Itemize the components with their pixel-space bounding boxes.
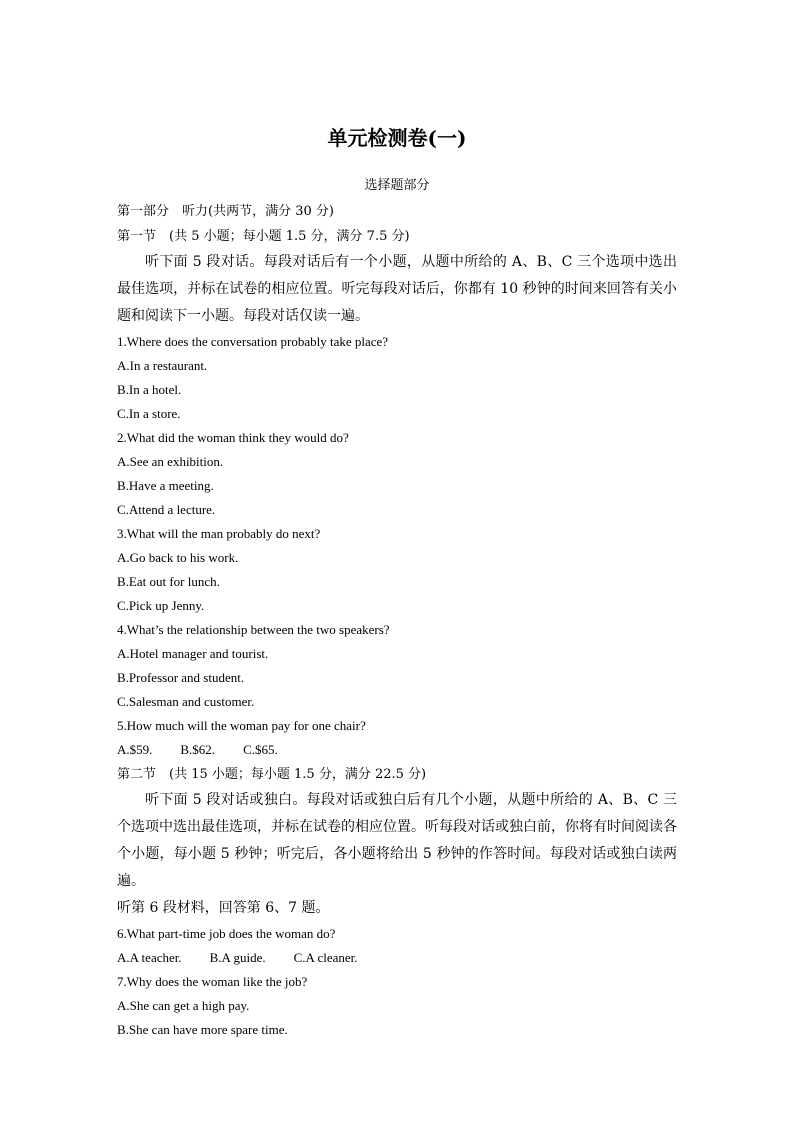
q5-option-b: B.$62. bbox=[180, 742, 216, 757]
q5-option-a: A.$59. bbox=[117, 742, 153, 757]
q6-option-a: A.A teacher. bbox=[117, 950, 182, 965]
section1-heading: 第一节 (共 5 小题；每小题 1.5 分，满分 7.5 分) bbox=[117, 229, 410, 244]
q2-option-b: B.Have a meeting. bbox=[117, 478, 214, 493]
part1-heading: 第一部分 听力(共两节，满分 30 分) bbox=[117, 204, 334, 219]
q3-stem: 3.What will the man probably do next? bbox=[117, 526, 321, 541]
page-title: 单元检测卷(一) bbox=[327, 126, 467, 150]
q1-option-a: A.In a restaurant. bbox=[117, 358, 208, 373]
page-subtitle: 选择题部分 bbox=[364, 178, 430, 193]
q5-option-c: C.$65. bbox=[243, 742, 278, 757]
q4-option-c: C.Salesman and customer. bbox=[117, 694, 255, 709]
q3-option-b: B.Eat out for lunch. bbox=[117, 574, 220, 589]
q4-stem: 4.What’s the relationship between the two speakers? bbox=[117, 622, 390, 637]
q7-stem: 7.Why does the woman like the job? bbox=[117, 974, 308, 989]
q2-option-c: C.Attend a lecture. bbox=[117, 502, 216, 517]
q4-option-a: A.Hotel manager and tourist. bbox=[117, 646, 269, 661]
q6-option-b: B.A guide. bbox=[209, 950, 266, 965]
q3-option-a: A.Go back to his work. bbox=[117, 550, 239, 565]
section2-heading: 第二节 (共 15 小题；每小题 1.5 分，满分 22.5 分) bbox=[117, 767, 427, 782]
q6-option-c: C.A cleaner. bbox=[293, 950, 358, 965]
q1-option-b: B.In a hotel. bbox=[117, 382, 182, 397]
q5-stem: 5.How much will the woman pay for one chair? bbox=[117, 718, 366, 733]
q6-stem: 6.What part-time job does the woman do? bbox=[117, 926, 336, 941]
q1-stem: 1.Where does the conversation probably take place? bbox=[117, 334, 389, 349]
q2-stem: 2.What did the woman think they would do? bbox=[117, 430, 349, 445]
q7-option-a: A.She can get a high pay. bbox=[117, 998, 250, 1013]
section2-material: 听第 6 段材料，回答第 6、7 题。 bbox=[117, 900, 330, 916]
q7-option-b: B.She can have more spare time. bbox=[117, 1022, 288, 1037]
q4-option-b: B.Professor and student. bbox=[117, 670, 245, 685]
q6-options bbox=[117, 946, 677, 970]
section1-instructions: 听下面 5 段对话。每段对话后有一个小题，从题中所给的 A、B、C 三个选项中选出最佳选项，并标在试卷的相应位置。听完每段对话后，你都有 10 秒钟的时间来回答有关小题和阅读下一小题。每段对话仅读一遍。 bbox=[117, 254, 677, 324]
q1-option-c: C.In a store. bbox=[117, 406, 181, 421]
exam-content bbox=[117, 199, 677, 1042]
q5-options bbox=[117, 738, 677, 762]
q3-option-c: C.Pick up Jenny. bbox=[117, 598, 205, 613]
section2-instructions: 听下面 5 段对话或独白。每段对话或独白后有几个小题，从题中所给的 A、B、C 三个选项中选出最佳选项，并标在试卷的相应位置。听每段对话或独白前，你将有时间阅读各个小题，每小题 5 秒钟；听完后，各小题将给出 5 秒钟的作答时间。每段对话或独白读两遍。 bbox=[117, 792, 677, 889]
q2-option-a: A.See an exhibition. bbox=[117, 454, 224, 469]
